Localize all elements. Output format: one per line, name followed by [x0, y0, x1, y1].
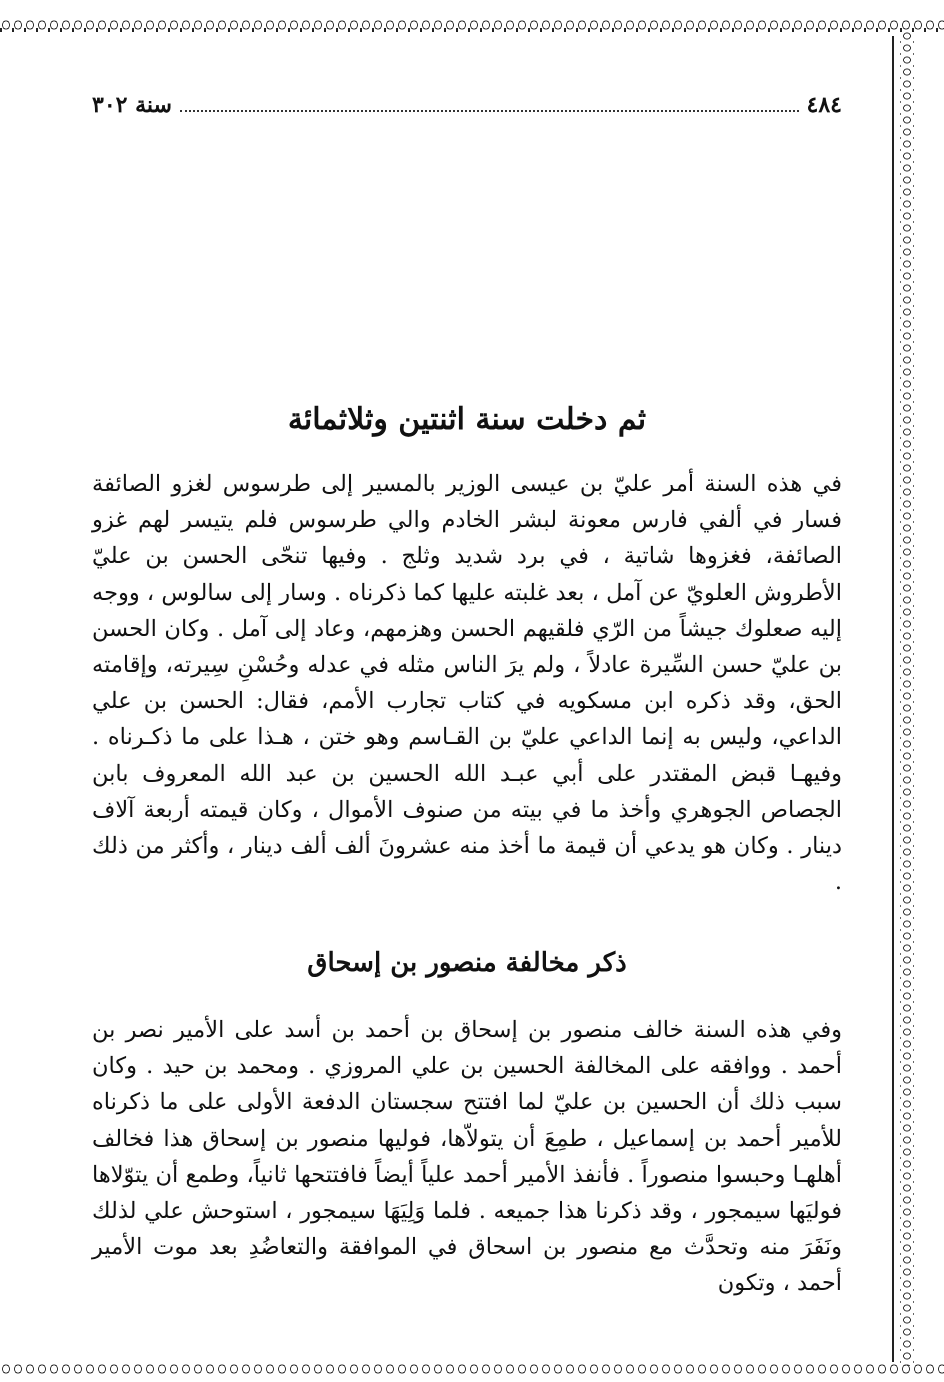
section-paragraph-mansur-rebellion: وفي هذه السنة خالف منصور بن إسحاق بن أحمد بن أسد على الأمير نصر بن أحمد . ووافقه على المخالفة الحسين بن علي المروزي . ومحمد بن حيد . وكان سبب ذلك أن الحسين بن عليّ لما افتتح سجستان الدفعة الأولى على ما ذكرناه للأمير أحمد بن إسماعيل ، طمِعَ أن يتولاّها، فوليها منصور بن إسحاق هذا فخالف أهلهـا وحبسوا منصوراً . فأنفذ الأمير أحمد علياً أيضاً فافتتحها ثانياً، وطمع أن يتوّلاها فوليَها سيمجور ، وقد ذكرنا هذا جميعه . فلما وَلِيَهَا سيمجور ، استوحش علي لذلك ونَفَرَ منه وتحدَّث مع منصور بن اسحاق في الموافقة والتعاضُدِ بعد موت الأمير أحمد ، وتكون	[92, 1017, 842, 1297]
page-header	[92, 92, 842, 122]
top-chain-border	[0, 0, 944, 42]
section-title-mansur-rebellion: ذكر مخالفة منصور بن إسحاق	[307, 948, 627, 978]
section-title-year-302: ثم دخلت سنة اثنتين وثلاثمائة	[287, 402, 647, 437]
header-dotted-leader	[180, 100, 799, 112]
page-number: ٤٨٤	[806, 92, 842, 118]
bottom-chain-border	[0, 1358, 944, 1382]
right-chain-border	[896, 30, 918, 1366]
section-paragraph-year-302: في هذه السنة أمر عليّ بن عيسى الوزير بالمسير إلى طرسوس لغزو الصائفة فسار في ألفي فارس معونة لبشر الخادم والي طرسوس فلم يتيسر لهم غزو الصائفة، فغزوها شاتية ، في برد شديد وثلج . وفيها تنحّى الحسن بن عليّ الأطروش العلويّ عن آمل ، بعد غلبته عليها كما ذكرناه . وسار إلى سالوس ، ووجه إليه صعلوك جيشاً من الرّي فلقيهم الحسن وهزمهم، وعاد إلى آمل . وكان الحسن بن عليّ حسن السِّيرة عادلاً ، ولم يرَ الناس مثله في عدله وحُسْنِ سِيرته، وإقامته الحق، وقد ذكره ابن مسكويه في كتاب تجارب الأمم، فقال: الحسن بن علي الداعي، وليس به إنما الداعي عليّ بن القـاسم وهو ختن ، هـذا على ما ذكـرناه . وفيهـا قبض المقتدر على أبي عبـد الله الحسين بن عبد الله المعروف بابن الجصاص الجوهري وأخذ ما في بيته من صنوف الأموال ، وكان قيمته أربعة آلاف دينار . وكان هو يدعي أن قيمة ما أخذ منه عشرونَ ألف ألف دينار ، وأكثر من ذلك .	[92, 471, 842, 896]
right-border-rule	[892, 36, 894, 1362]
year-label: سنة ٣٠٢	[92, 92, 172, 118]
